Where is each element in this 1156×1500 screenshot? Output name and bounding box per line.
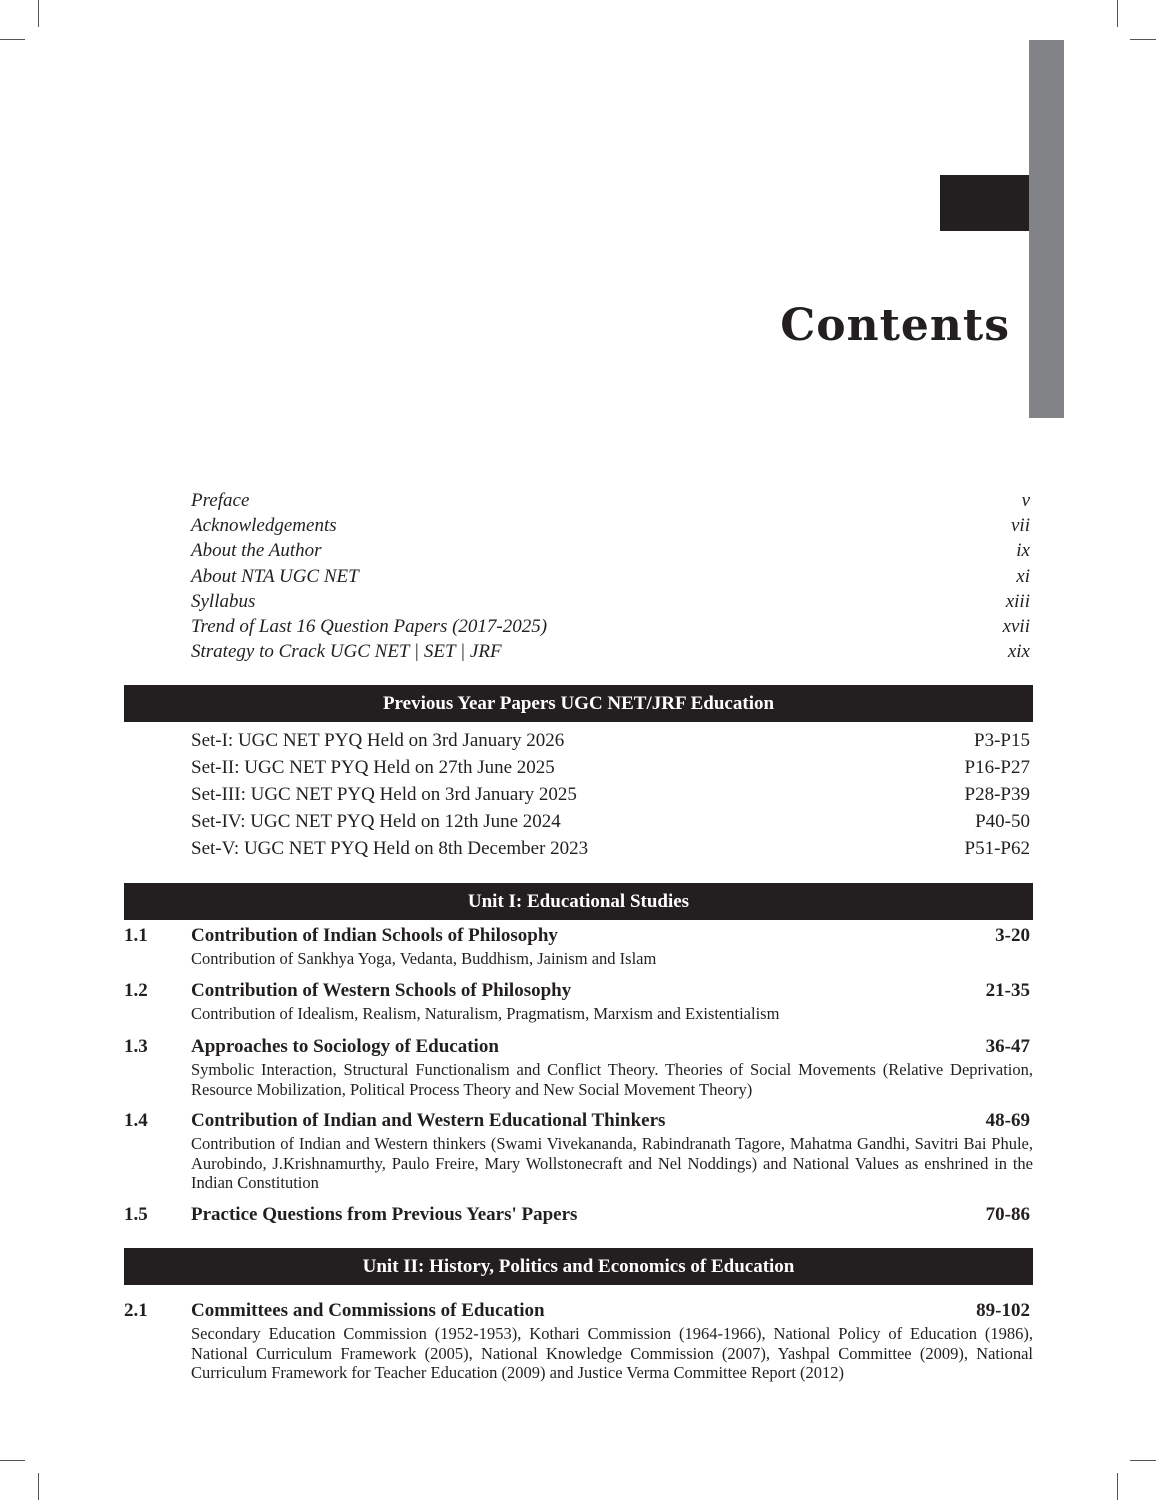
- toc-label: About the Author: [191, 540, 322, 562]
- section-band-unit-1: Unit I: Educational Studies: [124, 883, 1033, 920]
- chapter-title: Committees and Commissions of Education: [191, 1300, 545, 1321]
- chapter-title: Practice Questions from Previous Years' Papers: [191, 1204, 578, 1225]
- pyq-set-label: Set-II: UGC NET PYQ Held on 27th June 2025: [191, 757, 555, 778]
- chapter-heading: [124, 1110, 1033, 1132]
- chapter-description: Contribution of Sankhya Yoga, Vedanta, Buddhism, Jainism and Islam: [191, 949, 657, 968]
- pyq-set-label: Set-III: UGC NET PYQ Held on 3rd January 2025: [191, 784, 577, 805]
- toc-row: [191, 488, 1030, 513]
- chapter-pages: 21-35: [985, 980, 1030, 1001]
- toc-label: Strategy to Crack UGC NET | SET | JRF: [191, 641, 502, 663]
- chapter-description: Secondary Education Commission (1952-1953), Kothari Commission (1964-1966), National Policy of Education (1986), National Curriculum Framework (2005), National Knowledge Commission (2007), Yashpal Committee (2009), National Curriculum Framework for Teacher Education (2009) and Justice Verma Committee Report (2012): [191, 1324, 1033, 1382]
- toc-row: [191, 614, 1030, 639]
- chapter-pages: 36-47: [985, 1036, 1030, 1057]
- crop-mark: [38, 1473, 39, 1500]
- pyq-set-label: Set-IV: UGC NET PYQ Held on 12th June 2024: [191, 811, 561, 832]
- chapter-number: 2.1: [124, 1300, 148, 1321]
- chapter-title: Approaches to Sociology of Education: [191, 1036, 499, 1057]
- decorative-side-bar: [1029, 40, 1064, 418]
- toc-label: Preface: [191, 490, 250, 511]
- chapter-title: Contribution of Western Schools of Philosophy: [191, 980, 572, 1001]
- pyq-set-row: [191, 727, 1030, 754]
- toc-row: [191, 513, 1030, 538]
- crop-mark: [1130, 1460, 1156, 1461]
- pyq-set-row: [191, 754, 1030, 781]
- chapter-pages: 89-102: [976, 1300, 1030, 1321]
- pyq-set-list: [191, 727, 1030, 862]
- chapter-description: Contribution of Idealism, Realism, Naturalism, Pragmatism, Marxism and Existentialism: [191, 1004, 780, 1023]
- chapter-description: Contribution of Indian and Western thinkers (Swami Vivekananda, Rabindranath Tagore, Mahatma Gandhi, Savitri Bai Phule, Aurobindo, J.Krishnamurthy, Paulo Freire, Mary Wollstonecraft and Nel Noddings) and National Values as enshrined in the Indian Constitution: [191, 1134, 1033, 1192]
- chapter-pages: 70-86: [985, 1204, 1030, 1225]
- chapter-entry: [124, 1300, 1033, 1383]
- chapter-number: 1.5: [124, 1204, 148, 1225]
- toc-row: [191, 564, 1030, 589]
- chapter-entry: [124, 1204, 1033, 1226]
- crop-mark: [38, 0, 39, 27]
- crop-mark: [0, 39, 25, 40]
- toc-label: About NTA UGC NET: [191, 565, 359, 587]
- toc-page: ix: [1016, 540, 1030, 562]
- pyq-set-label: Set-V: UGC NET PYQ Held on 8th December 2023: [191, 838, 589, 859]
- toc-page: vii: [1011, 515, 1030, 537]
- chapter-title: Contribution of Indian and Western Educational Thinkers: [191, 1110, 666, 1131]
- chapter-entry: [124, 925, 1033, 969]
- chapter-heading: [124, 980, 1033, 1002]
- toc-page: xiii: [1005, 590, 1030, 612]
- chapter-number: 1.3: [124, 1036, 148, 1057]
- chapter-pages: 48-69: [985, 1110, 1030, 1131]
- chapter-pages: 3-20: [995, 925, 1030, 946]
- chapter-heading: [124, 1300, 1033, 1322]
- pyq-set-pages: P3-P15: [974, 730, 1030, 751]
- pyq-set-pages: P16-P27: [964, 757, 1030, 778]
- page-title: Contents: [780, 300, 1010, 351]
- pyq-set-row: [191, 835, 1030, 862]
- toc-label: Acknowledgements: [191, 515, 337, 537]
- crop-mark: [1117, 0, 1118, 27]
- toc-label: Trend of Last 16 Question Papers (2017-2025): [191, 615, 548, 637]
- pyq-set-pages: P40-50: [975, 811, 1030, 832]
- toc-label: Syllabus: [191, 590, 256, 612]
- toc-page: xix: [1007, 641, 1030, 663]
- pyq-set-row: [191, 781, 1030, 808]
- crop-mark: [0, 1460, 25, 1461]
- chapter-title: Contribution of Indian Schools of Philosophy: [191, 925, 558, 946]
- pyq-set-row: [191, 808, 1030, 835]
- chapter-entry: [124, 980, 1033, 1024]
- toc-row: [191, 639, 1030, 664]
- chapter-number: 1.2: [124, 980, 148, 1001]
- toc-page: xvii: [1002, 615, 1030, 637]
- chapter-heading: [124, 1204, 1033, 1226]
- decorative-block: [940, 175, 1029, 231]
- chapter-number: 1.4: [124, 1110, 148, 1131]
- section-band-unit-2: Unit II: History, Politics and Economics of Education: [124, 1248, 1033, 1285]
- crop-mark: [1117, 1473, 1118, 1500]
- toc-row: [191, 589, 1030, 614]
- pyq-set-pages: P28-P39: [964, 784, 1030, 805]
- toc-page: v: [1021, 490, 1030, 511]
- chapter-heading: [124, 1036, 1033, 1058]
- toc-page: xi: [1016, 565, 1030, 587]
- toc-row: [191, 538, 1030, 563]
- pyq-set-label: Set-I: UGC NET PYQ Held on 3rd January 2026: [191, 730, 565, 751]
- front-matter-list: [191, 488, 1030, 664]
- chapter-entry: [124, 1036, 1033, 1099]
- chapter-number: 1.1: [124, 925, 148, 946]
- pyq-set-pages: P51-P62: [964, 838, 1030, 859]
- section-band-pyq: Previous Year Papers UGC NET/JRF Education: [124, 685, 1033, 722]
- crop-mark: [1130, 39, 1156, 40]
- chapter-description: Symbolic Interaction, Structural Functionalism and Conflict Theory. Theories of Social Movements (Relative Deprivation, Resource Mobilization, Political Process Theory and New Social Movement Theory): [191, 1060, 1033, 1099]
- chapter-entry: [124, 1110, 1033, 1193]
- chapter-heading: [124, 925, 1033, 947]
